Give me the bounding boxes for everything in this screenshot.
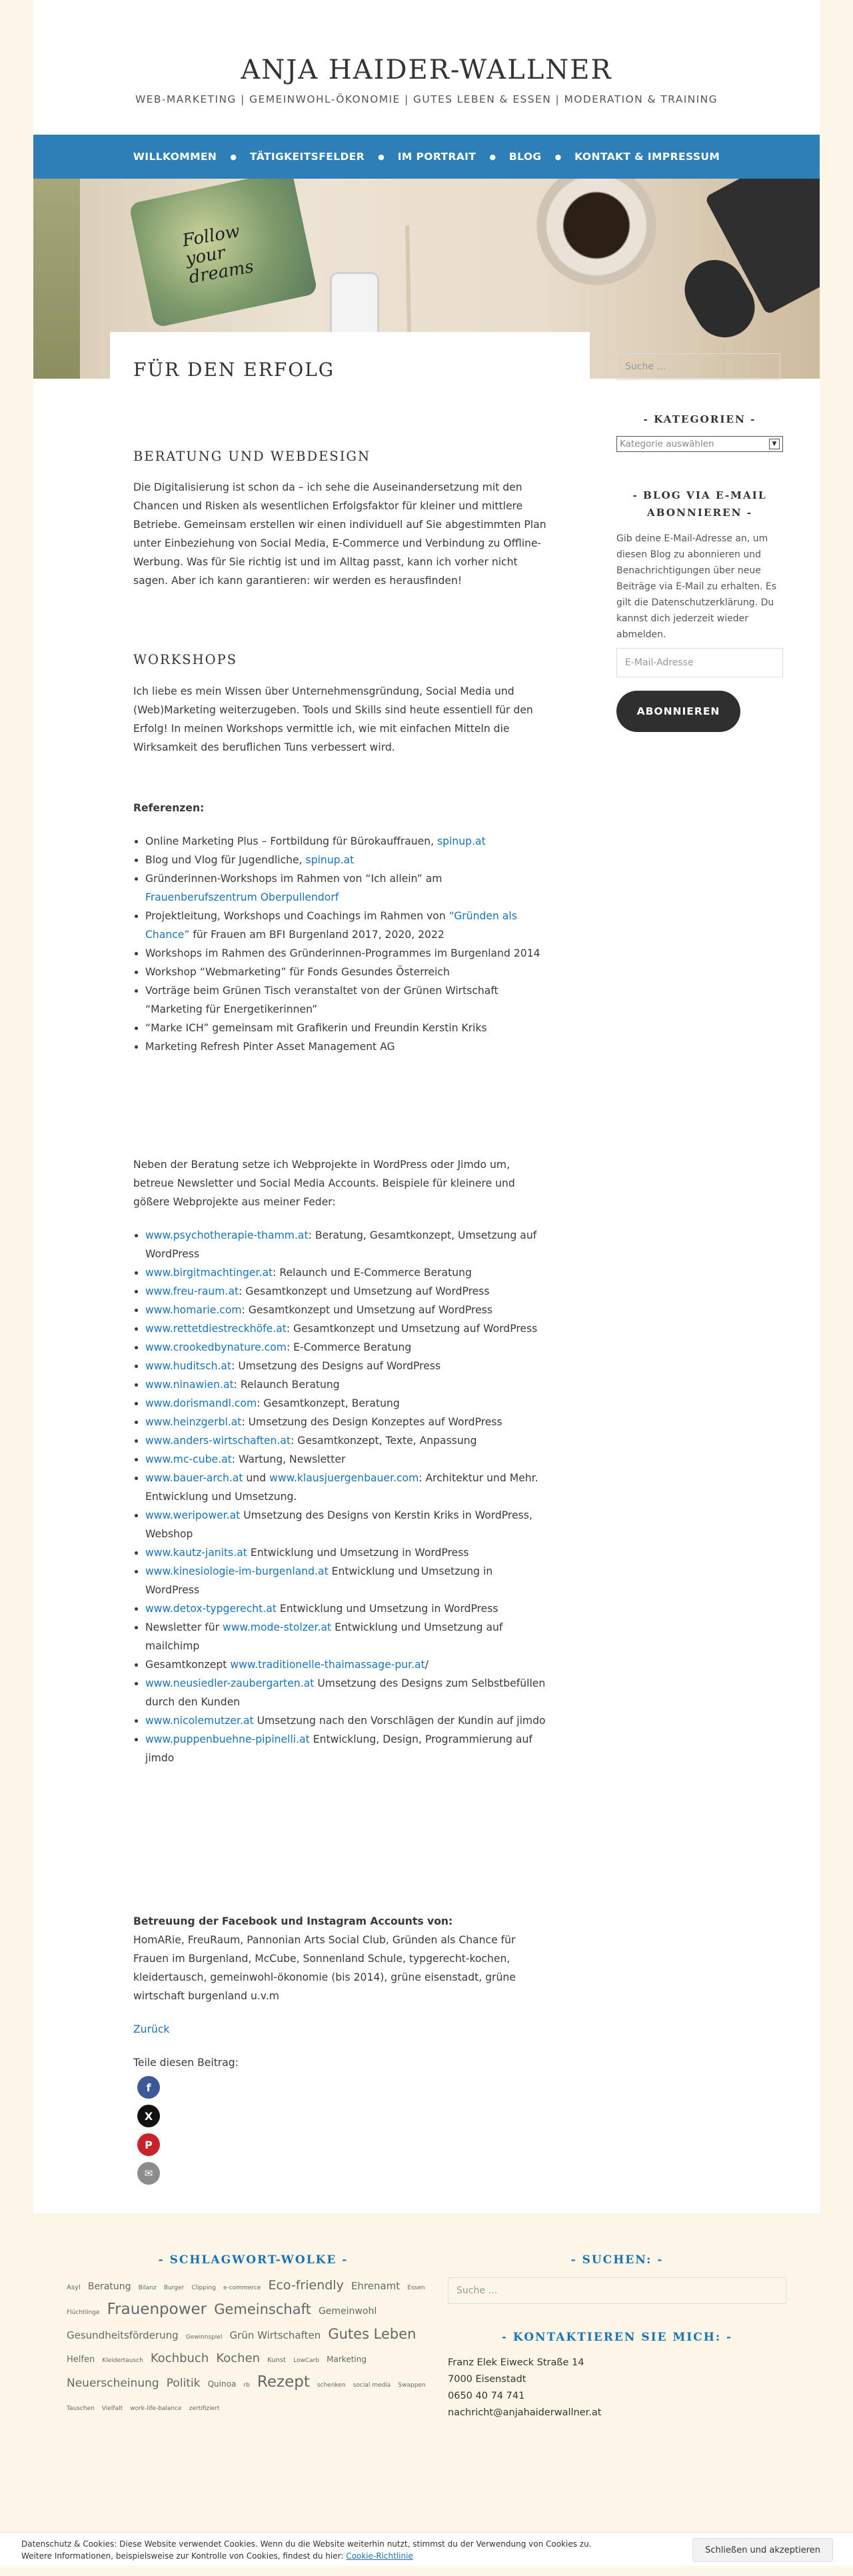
contact-address — [448, 2355, 786, 2421]
cookie-text-line-2: Weitere Informationen, beispielsweise zur Kontrolle von Cookies, findest du hier: — [21, 2551, 347, 2561]
nav-kontakt-impressum[interactable]: KONTAKT & IMPRESSUM — [574, 151, 720, 163]
projekt-text: Entwicklung und Umsetzung in WordPress — [276, 1603, 498, 1615]
list-item — [145, 1730, 546, 1767]
categories-widget-title: - KATEGORIEN - — [643, 413, 756, 425]
projekt-link[interactable]: www.crookedbynature.com — [145, 1341, 287, 1353]
main-nav — [33, 135, 820, 179]
email-input[interactable]: E-Mail-Adresse — [616, 648, 783, 677]
tag-link[interactable]: Rezept — [257, 2373, 310, 2391]
projekt-link[interactable]: www.dorismandl.com — [145, 1397, 257, 1409]
section-workshops — [133, 652, 546, 757]
list-item — [145, 1263, 546, 1282]
cookie-banner — [0, 2532, 853, 2566]
tag-link[interactable]: Politik — [166, 2377, 201, 2390]
site-title[interactable]: ANJA HAIDER-WALLNER — [241, 55, 612, 85]
article-card — [110, 332, 590, 2199]
cookie-text-line-1: Datenschutz & Cookies: Diese Website verwendet Cookies. Wenn du die Website weiterhin nutzt, stimmst du der Verwendung von Cookies zu. — [21, 2539, 592, 2549]
footer-widgets — [33, 2213, 820, 2507]
projekt-link[interactable]: www.detox-typgerecht.at — [145, 1603, 277, 1615]
sidebar — [616, 353, 783, 732]
projekt-link[interactable]: www.anders-wirtschaften.at — [145, 1435, 291, 1447]
projekt-text: : Wartung, Newsletter — [231, 1453, 346, 1465]
tag-link[interactable]: Helfen — [67, 2355, 95, 2365]
list-item — [145, 1019, 546, 1037]
projekt-link[interactable]: www.heinzgerbl.at — [145, 1416, 242, 1428]
paragraph-beratung: Die Digitalisierung ist schon da – ich sehe die Auseinandersetzung mit den Chancen und Risken als wesentlichen Erfolgsfaktor für kleiner und mittlere Betriebe. Gemeinsam erstellen wir einen individuell auf Sie abgestimmten Plan unter Einbeziehung von Social Media, E-Commerce und Verbindung zu Offline-Werbung. Was für Sie richtig ist und im Alltag passt, kann ich vorher nicht sagen. Aber ich kann garantieren: wir werden es herausfinden! — [133, 481, 546, 587]
projekt-link[interactable]: www.bauer-arch.at — [145, 1472, 243, 1484]
referenz-text: für Frauen am BFI Burgenland 2017, 2020, 2022 — [189, 929, 444, 941]
projekt-text: Gesamtkonzept — [145, 1659, 231, 1671]
projekt-text: : Gesamtkonzept, Beratung — [257, 1397, 400, 1409]
blog-subscribe-title: - BLOG VIA E-MAIL ABONNIEREN - — [632, 489, 767, 519]
list-item — [145, 944, 546, 963]
list-item — [145, 1282, 546, 1301]
referenz-text: Vorträge beim Grünen Tisch veranstaltet von der Grünen Wirtschaft “Marketing für Energetikerinnen” — [145, 985, 498, 1015]
projekt-text: : Architektur und Mehr. Entwicklung und Umsetzung. — [145, 1472, 538, 1503]
coffee-cup-image — [536, 179, 656, 285]
notebook-lettering: Follow your dreams — [181, 221, 255, 288]
projekt-link[interactable]: www.klausjuergenbauer.com — [269, 1472, 419, 1484]
tag-link[interactable]: Frauenpower — [107, 2301, 207, 2318]
referenz-text: Blog und Vlog für Jugendliche, — [145, 854, 306, 866]
footer-search-title: - SUCHEN: - — [570, 2253, 664, 2267]
list-item — [145, 1674, 546, 1711]
projekt-text: Entwicklung und Umsetzung in WordPress — [145, 1565, 493, 1596]
referenz-text: Marketing Refresh Pinter Asset Management AG — [145, 1041, 395, 1053]
list-item — [145, 1618, 546, 1655]
list-item — [145, 1338, 546, 1357]
projekt-text: Entwicklung und Umsetzung auf mailchimp — [145, 1621, 503, 1652]
projekt-text: : Relaunch Beratung — [233, 1379, 340, 1391]
projekt-link[interactable]: www.huditsch.at — [145, 1360, 232, 1372]
referenz-link[interactable]: spinup.at — [305, 854, 355, 866]
projekt-link[interactable]: www.weripower.at — [145, 1509, 241, 1521]
categories-select[interactable] — [616, 436, 783, 452]
tag-link[interactable]: Tauschen — [67, 2405, 95, 2412]
projekt-link[interactable]: www.kautz-janits.at — [145, 1547, 247, 1559]
tag-link[interactable]: Burger — [163, 2285, 185, 2291]
tag-link[interactable]: zertifiziert — [189, 2405, 220, 2412]
list-item — [145, 1357, 546, 1375]
x-share-icon[interactable]: X — [137, 2105, 160, 2127]
referenz-link[interactable]: “Gründen als Chance” — [145, 910, 517, 941]
nav-im-portrait[interactable]: IM PORTRAIT — [397, 151, 476, 163]
projekt-text: und — [243, 1472, 270, 1484]
pinterest-share-icon[interactable]: P — [137, 2133, 160, 2156]
list-item — [145, 851, 546, 869]
referenz-text: Online Marketing Plus – Fortbildung für Bürokauffrauen, — [145, 835, 438, 847]
paragraph-workshops: Ich liebe es mein Wissen über Unternehmensgründung, Social Media und (Web)Marketing weiterzugeben. Tools und Skills sind heute essentiell für den Erfolg! In meinen Workshops vermittle ich, wie mit einfachen Mitteln die Wirksamkeit des beruflichen Tuns verbessert wird. — [133, 685, 533, 753]
list-item — [145, 1431, 546, 1450]
projekt-text: Umsetzung nach den Vorschlägen der Kundin auf jimdo — [253, 1715, 546, 1727]
section-beratung — [133, 449, 546, 590]
list-item — [145, 1301, 546, 1319]
tag-link[interactable]: Gutes Leben — [328, 2326, 417, 2342]
projekt-link[interactable]: www.psychotherapie-thamm.at — [145, 1229, 309, 1241]
list-item — [145, 1413, 546, 1431]
site-description: WEB-MARKETING | GEMEINWOHL-ÖKONOMIE | GUTES LEBEN & ESSEN | MODERATION & TRAINING — [135, 93, 718, 105]
cookie-text — [21, 2538, 621, 2562]
tag-link[interactable]: Marketing — [327, 2355, 367, 2364]
categories-select-value: Kategorie auswählen — [620, 439, 714, 449]
site-header — [33, 0, 820, 135]
contact-city: 7000 Eisenstadt — [448, 2374, 526, 2385]
nav-separator: ● — [554, 152, 562, 161]
footer-search-input[interactable]: Suche … — [448, 2277, 786, 2304]
betreuung-text: HomARie, FreuRaum, Pannonian Arts Social Club, Gründen als Chance für Frauen im Burgenland, McCube, Sonnenland Schule, typgerecht-kochen, kleidertausch, gemeinwohl-ökonomie (bis 2014), grüne eisenstadt, grüne wirtschaft burgenland u.v.m — [133, 1934, 516, 2002]
article-content — [133, 359, 546, 2179]
nav-blog[interactable]: BLOG — [508, 151, 542, 163]
projekt-text: : Gesamtkonzept, Texte, Anpassung — [291, 1435, 477, 1447]
list-item — [145, 1599, 546, 1618]
projekt-text: Entwicklung und Umsetzung in WordPress — [247, 1547, 469, 1559]
projekt-text: Umsetzung des Designs zum Selbstbefüllen durch den Kunden — [145, 1677, 546, 1708]
contact-phone: 0650 40 74 741 — [448, 2391, 525, 2401]
projekt-text: : Umsetzung des Design Konzeptes auf WordPress — [241, 1416, 502, 1428]
referenz-text: Workshops im Rahmen des Gründerinnen-Programmes im Burgenland 2014 — [145, 947, 540, 959]
contact-street: Franz Elek Eiweck Straße 14 — [448, 2357, 584, 2368]
projekt-link[interactable]: www.neusiedler-zaubergarten.at — [145, 1677, 315, 1689]
section-betreuung — [133, 1912, 546, 2191]
section-referenzen — [133, 799, 546, 1056]
list-item — [145, 869, 546, 907]
nav-separator: ● — [378, 152, 385, 161]
referenz-text: Projektleitung, Workshops und Coachings im Rahmen von — [145, 910, 449, 922]
tag-cloud-widget — [67, 2253, 440, 2419]
referenzen-list — [133, 832, 546, 1056]
contact-title: - KONTAKTIEREN SIE MICH: - — [501, 2331, 733, 2344]
tag-link[interactable]: Clipping — [191, 2285, 216, 2291]
tag-link[interactable]: Neuerscheinung — [67, 2377, 159, 2390]
chevron-down-icon: ▼ — [769, 439, 780, 449]
projekt-text: Entwicklung, Design, Programmierung auf jimdo — [145, 1733, 532, 1764]
list-item — [145, 1469, 546, 1506]
projekt-text: Newsletter für — [145, 1621, 223, 1633]
referenz-link[interactable]: spinup.at — [437, 835, 486, 847]
tag-link[interactable]: schenken — [317, 2382, 346, 2389]
projekt-link[interactable]: www.puppenbuehne-pipinelli.at — [145, 1733, 310, 1745]
projekt-text: : Beratung, Gesamtkonzept, Umsetzung auf WordPress — [145, 1229, 537, 1260]
tag-link[interactable]: Bilanz — [138, 2285, 157, 2291]
blog-subscribe-text: Gib deine E-Mail-Adresse an, um diesen Blog zu abonnieren und Benachrichtigungen über neue Beiträge via E-Mail zu erhalten. Es gilt die Datenschutzerklärung. Du kannst dich jederzeit wieder abmelden. — [616, 533, 777, 640]
nav-separator: ● — [230, 152, 237, 161]
projekt-text: / — [425, 1659, 428, 1671]
tag-link[interactable]: Flüchtlinge — [67, 2309, 100, 2316]
heading-workshops: WORKSHOPS — [133, 652, 238, 667]
tag-link[interactable]: LowCarb — [293, 2357, 320, 2364]
tag-link[interactable]: rb — [243, 2382, 250, 2389]
footer-search-widget — [448, 2253, 786, 2421]
email-share-icon[interactable]: ✉ — [137, 2162, 160, 2185]
projekt-text: : Gesamtkonzept und Umsetzung auf WordPress — [286, 1323, 538, 1335]
tag-link[interactable]: Vielfalt — [101, 2405, 123, 2412]
list-item — [145, 1543, 546, 1562]
contact-email: nachricht@anjahaiderwallner.at — [448, 2407, 602, 2418]
list-item — [145, 981, 546, 1019]
projekt-text: : E-Commerce Beratung — [286, 1341, 412, 1353]
tag-link[interactable]: Gesundheitsförderung — [67, 2329, 179, 2341]
projekt-text: Umsetzung des Designs von Kerstin Kriks in WordPress, Webshop — [145, 1509, 532, 1540]
nav-taetigkeitsfelder[interactable]: TÄTIGKEITSFELDER — [249, 151, 365, 163]
tag-link[interactable]: e-commerce — [223, 2285, 261, 2291]
facebook-share-icon[interactable]: f — [137, 2076, 160, 2099]
referenz-link[interactable]: Frauenberufszentrum Oberpullendorf — [145, 891, 339, 903]
tag-link[interactable]: Gemeinwohl — [318, 2306, 377, 2317]
webprojekte-list — [133, 1226, 546, 1767]
list-item — [145, 907, 546, 944]
nav-willkommen[interactable]: WILLKOMMEN — [133, 151, 217, 163]
tag-link[interactable]: Grün Wirtschaften — [229, 2329, 321, 2341]
tag-cloud-title: - SCHLAGWORT-WOLKE - — [158, 2253, 349, 2267]
projekt-text: : Relaunch und E-Commerce Beratung — [273, 1267, 472, 1279]
list-item — [145, 963, 546, 981]
projekt-link[interactable]: www.mode-stolzer.at — [223, 1621, 332, 1633]
tag-link[interactable]: Kleidertausch — [102, 2357, 143, 2364]
tag-link[interactable]: Kunst — [267, 2357, 287, 2364]
list-item — [145, 1711, 546, 1730]
back-link[interactable]: Zurück — [133, 2023, 170, 2035]
tag-link[interactable]: Swappen — [398, 2382, 426, 2389]
tag-link[interactable]: Beratung — [87, 2281, 131, 2292]
tag-link[interactable]: Essen — [407, 2285, 425, 2291]
projekt-text: : Gesamtkonzept und Umsetzung auf WordPress — [241, 1304, 492, 1316]
list-item — [145, 1037, 546, 1056]
projekt-link[interactable]: www.traditionelle-thaimassage-pur.at — [230, 1659, 425, 1671]
list-item — [145, 1506, 546, 1543]
referenz-text: Gründerinnen-Workshops im Rahmen von “Ich allein” am — [145, 873, 442, 885]
projekt-link[interactable]: www.ninawien.at — [145, 1379, 234, 1391]
tag-link[interactable]: Kochen — [216, 2351, 261, 2365]
projekt-link[interactable]: www.nicolemutzer.at — [145, 1715, 254, 1727]
projekt-link[interactable]: www.homarie.com — [145, 1304, 242, 1316]
cookie-policy-link[interactable]: Cookie-Richtlinie — [346, 2551, 413, 2561]
projekt-link[interactable]: www.freu-raum.at — [145, 1285, 239, 1297]
page-title: FÜR DEN ERFOLG — [133, 359, 335, 381]
list-item — [145, 1319, 546, 1338]
tag-link[interactable]: social media — [353, 2382, 391, 2389]
list-item — [145, 1450, 546, 1469]
referenzen-heading: Referenzen: — [133, 802, 205, 814]
list-item — [145, 1226, 546, 1263]
list-item — [145, 1655, 546, 1674]
referenz-text: Workshop “Webmarketing” für Fonds Gesundes Österreich — [145, 966, 450, 978]
tag-cloud — [67, 2275, 440, 2419]
betreuung-heading: Betreuung der Facebook und Instagram Accounts von: — [133, 1915, 453, 1927]
tag-link[interactable]: Quinoa — [207, 2379, 237, 2389]
projekt-link[interactable]: www.mc-cube.at — [145, 1453, 232, 1465]
tag-link[interactable]: Gemeinschaft — [214, 2301, 311, 2317]
list-item — [145, 832, 546, 851]
tag-link[interactable]: Kochbuch — [150, 2351, 209, 2365]
projekt-link[interactable]: www.birgitmachtinger.at — [145, 1267, 273, 1279]
sidebar-search-input[interactable]: Suche … — [616, 353, 780, 380]
list-item — [145, 1562, 546, 1599]
referenz-text: “Marke ICH” gemeinsam mit Grafikerin und Freundin Kerstin Kriks — [145, 1022, 487, 1034]
list-item — [145, 1375, 546, 1394]
tag-link[interactable]: Eco-friendly — [268, 2278, 344, 2293]
nav-separator: ● — [489, 152, 496, 161]
tag-link[interactable]: Asyl — [67, 2284, 81, 2291]
tag-link[interactable]: work-life-balance — [130, 2405, 182, 2412]
list-item — [145, 1394, 546, 1413]
projekt-link[interactable]: www.rettetdiestreckhöfe.at — [145, 1323, 287, 1335]
subscribe-button[interactable]: ABONNIEREN — [616, 691, 740, 732]
paragraph-webprojekte: Neben der Beratung setze ich Webprojekte in WordPress oder Jimdo um, betreue Newsletter und Social Media Accounts. Beispiele für kleinere und gößere Webprojekte aus meiner Feder: — [133, 1159, 515, 1208]
projekt-link[interactable]: www.kinesiologie-im-burgenland.at — [145, 1565, 329, 1577]
projekt-text: : Umsetzung des Designs auf WordPress — [231, 1360, 441, 1372]
cookie-accept-button[interactable]: Schließen und akzeptieren — [692, 2538, 833, 2562]
share-label: Teile diesen Beitrag: — [133, 2057, 239, 2069]
projekt-text: : Gesamtkonzept und Umsetzung auf WordPress — [239, 1285, 490, 1297]
heading-beratung: BERATUNG UND WEBDESIGN — [133, 449, 371, 464]
plant-decor — [33, 179, 80, 379]
tag-link[interactable]: Gewinnspiel — [185, 2334, 223, 2341]
tag-link[interactable]: Ehrenamt — [351, 2280, 401, 2292]
share-buttons — [137, 2076, 546, 2185]
section-webprojekte — [133, 1155, 546, 1767]
